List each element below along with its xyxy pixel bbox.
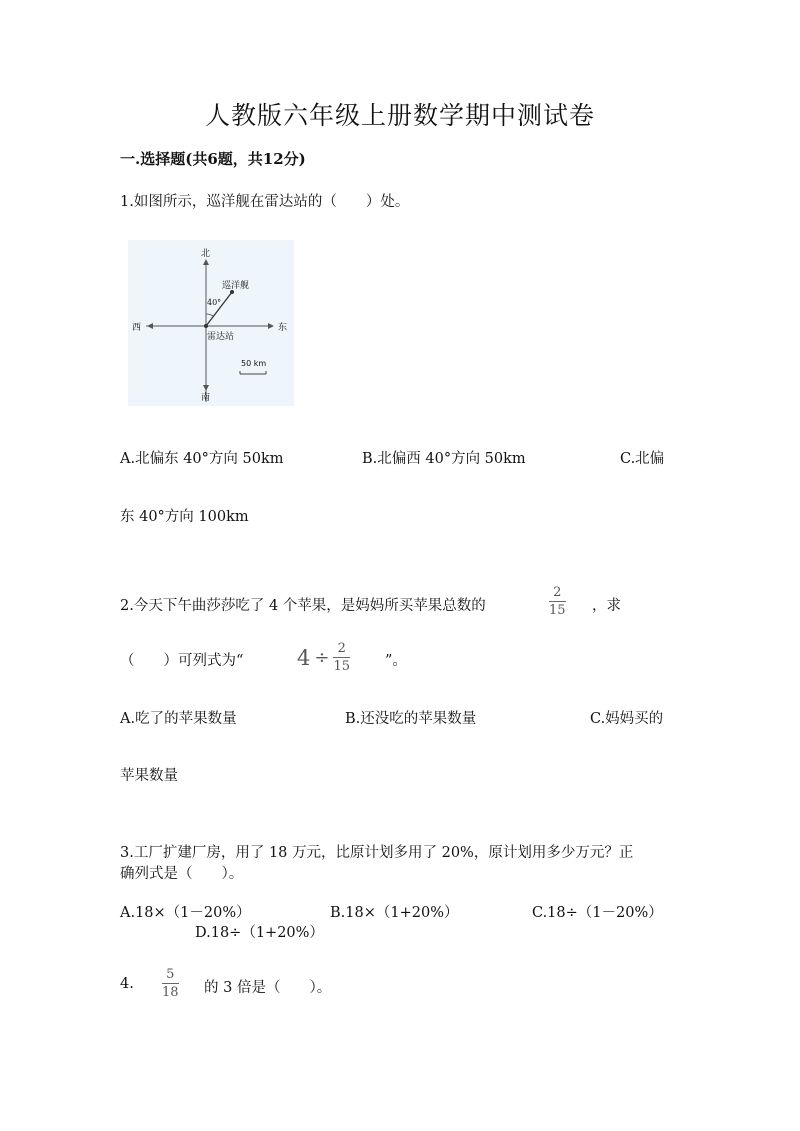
question-4-number: 4. <box>120 976 134 992</box>
label-north: 北 <box>201 249 211 259</box>
label-west: 西 <box>132 323 142 333</box>
compass-svg <box>128 240 294 406</box>
question-2-line2: （ ）可列式为“ <box>120 653 244 669</box>
q1-option-a[interactable]: A.北偏东 40°方向 50km <box>120 451 284 467</box>
q1-option-c-continued: 东 40°方向 100km <box>120 509 249 525</box>
expr-numerator: 2 <box>337 641 346 656</box>
expr-fraction <box>333 642 350 673</box>
station-point <box>204 324 208 328</box>
q3-option-a[interactable]: A.18×（1－20%） <box>120 905 251 921</box>
q2-option-c[interactable]: C.妈妈买的 <box>590 711 664 727</box>
fraction-five-eighteenths <box>162 968 179 999</box>
section-heading: 一.选择题(共6题，共12分) <box>120 150 306 168</box>
q2-option-a[interactable]: A.吃了的苹果数量 <box>120 711 237 727</box>
question-2-text: 2.今天下午曲莎莎吃了 4 个苹果，是妈妈所买苹果总数的 <box>120 598 486 614</box>
question-3-line1: 3.工厂扩建厂房，用了 18 万元，比原计划多用了 20%，原计划用多少万元？正 <box>120 845 634 861</box>
question-2-text-end: ，求 <box>592 598 621 614</box>
expr-denominator: 15 <box>333 659 351 674</box>
q3-option-d[interactable]: D.18÷（1+20%） <box>195 925 324 941</box>
label-ship: 巡洋舰 <box>222 281 250 291</box>
fraction-two-fifteenths <box>549 586 566 617</box>
q4-numerator: 5 <box>166 967 175 982</box>
label-station: 雷达站 <box>207 332 235 342</box>
q2-option-b[interactable]: B.还没吃的苹果数量 <box>345 711 477 727</box>
fraction-denominator: 15 <box>549 603 566 618</box>
fraction-numerator: 2 <box>553 585 562 600</box>
question-1-text: 1.如图所示，巡洋舰在雷达站的（ ）处。 <box>120 194 410 210</box>
q3-option-b[interactable]: B.18×（1+20%） <box>330 905 459 921</box>
division-expression <box>297 642 350 673</box>
question-2-line2-end: ”。 <box>385 653 407 669</box>
q4-denominator: 18 <box>162 985 179 1000</box>
q1-option-b[interactable]: B.北偏西 40°方向 50km <box>362 451 526 467</box>
division-sign: ÷ <box>314 647 330 668</box>
compass-diagram <box>128 240 294 406</box>
fraction-bar <box>549 601 566 602</box>
label-angle: 40° <box>207 298 222 307</box>
label-south: 南 <box>201 393 211 403</box>
q1-option-c[interactable]: C.北偏 <box>620 451 665 467</box>
label-east: 东 <box>278 323 288 333</box>
q2-option-c-continued: 苹果数量 <box>120 768 178 784</box>
q4-fraction-bar <box>162 983 179 984</box>
page-title: 人教版六年级上册数学期中测试卷 <box>204 101 595 130</box>
q3-option-c[interactable]: C.18÷（1－20%） <box>532 905 663 921</box>
question-3-line2: 确列式是（ ）。 <box>120 866 244 882</box>
question-4-text: 的 3 倍是（ ）。 <box>204 980 332 996</box>
expr-whole: 4 <box>297 645 311 670</box>
label-scale: 50 km <box>241 359 267 368</box>
expr-fraction-bar <box>333 657 350 658</box>
